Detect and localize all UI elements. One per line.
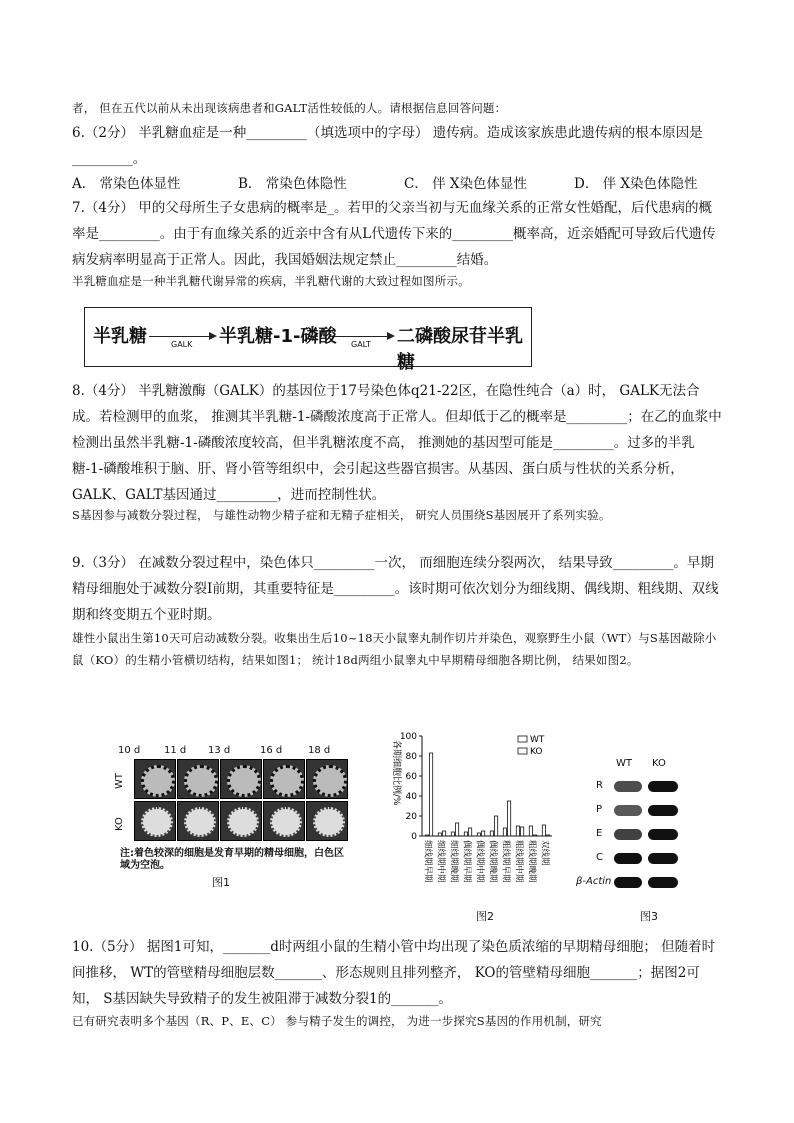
- blot-label-p: P: [596, 804, 603, 815]
- band-p-wt: [614, 805, 642, 816]
- micrograph-ko-10d: [134, 801, 176, 841]
- pathway-enzyme-2: GALT: [351, 340, 371, 349]
- pathway-step-2: 半乳糖-1-磷酸: [219, 326, 337, 347]
- bar-wt-6: [503, 828, 506, 836]
- x-tick-label: 细线期晚期: [448, 840, 459, 883]
- galactose-pathway-diagram: [84, 307, 532, 373]
- bar-ko-5: [495, 816, 498, 836]
- question-10: 10.（5分） 据图1可知，_______d时两组小鼠的生精小管中均出现了染色质浓缩的早期精母细胞； 但随着时间推移， WT的管壁精母细胞层数_______、形态规则且排列整齐， KO的管壁精母细胞_______；据图2可知， S基因缺失导致精子的发生被阻滞于减数分裂1的_______。: [72, 939, 716, 1007]
- bar-ko-8: [534, 835, 537, 836]
- micrograph-grid: [134, 759, 348, 844]
- legend-swatch-ko: [518, 748, 527, 754]
- question-9: 9.（3分） 在减数分裂过程中，染色体只_________一次， 而细胞连续分裂两次， 结果导致_________。早期精母细胞处于减数分裂I前期，其重要特征是_________。该时期可依次划分为细线期、偶线期、粗线期、双线期和终变期五个亚时期。: [72, 555, 719, 623]
- day-label-13: 13 d: [208, 745, 231, 756]
- figure-1-caption: 图1: [212, 876, 230, 889]
- micrograph-wt-13d: [220, 759, 262, 799]
- row-label-ko: KO: [114, 817, 125, 831]
- legend-label-wt: WT: [530, 735, 545, 745]
- bar-ko-4: [482, 831, 485, 836]
- intro-text-continuation: 者， 但在五代以前从未出现该病患者和GALT活性较低的人。请根据信息回答问题：: [72, 101, 507, 115]
- blot-col-ko: KO: [652, 758, 666, 769]
- day-label-18: 18 d: [308, 745, 331, 756]
- pathway-enzyme-1: GALK: [171, 340, 193, 349]
- bar-wt-4: [477, 833, 480, 836]
- bar-wt-8: [529, 826, 532, 836]
- micrograph-ko-16d: [263, 801, 305, 841]
- bar-ko-3: [469, 828, 472, 836]
- bar-wt-5: [490, 831, 493, 836]
- x-tick-label: 粗线期中期: [513, 840, 524, 883]
- bar-ko-2: [456, 823, 459, 836]
- micrograph-wt-10d: [134, 759, 176, 799]
- blot-label-e: E: [596, 828, 603, 839]
- x-tick-label: 细线期早期: [422, 840, 433, 883]
- figure-3-caption: 图3: [640, 910, 658, 923]
- blot-row-p: [612, 804, 678, 818]
- blot-label-c: C: [596, 852, 603, 863]
- bar-wt-2: [451, 832, 454, 836]
- band-e-wt: [614, 829, 642, 840]
- blot-col-wt: WT: [616, 758, 632, 769]
- question-6-options: [72, 172, 722, 192]
- x-tick-label: 双线期: [539, 840, 550, 866]
- pathway-step-1: 半乳糖: [93, 326, 147, 347]
- mouse-experiment-intro: 雄性小鼠出生第10天可启动减数分裂。收集出生后10~18天小鼠睾丸制作切片并染色，观察野生小鼠（WT）与S基因敲除小鼠（KO）的生精小管横切结构，结果如图1； 统计18d两组小鼠睾丸中早期精母细胞各期比例， 结果如图2。: [72, 631, 717, 667]
- band-p-ko: [648, 805, 678, 816]
- y-tick-label: 60: [405, 772, 417, 782]
- legend-swatch-wt: [518, 736, 527, 742]
- x-tick-label: 细线期中期: [435, 840, 446, 883]
- micrograph-wt-16d: [263, 759, 305, 799]
- bar-ko-6: [508, 801, 511, 836]
- x-tick-label: 粗线期晚期: [526, 840, 537, 883]
- blot-label-r: R: [596, 780, 603, 791]
- option-a: A． 常染色体显性: [72, 176, 181, 192]
- micrograph-ko-11d: [177, 801, 219, 841]
- bar-ko-9: [547, 835, 550, 836]
- bar-wt-7: [516, 826, 519, 836]
- blot-label-actin: β-Actin: [576, 876, 612, 887]
- x-tick-label: 偶线期晚期: [487, 840, 498, 883]
- y-tick-label: 20: [405, 812, 417, 822]
- figure-2-bar-chart: [378, 728, 578, 918]
- blot-row-actin: [612, 876, 678, 890]
- figure-3-western-blot: [576, 758, 686, 923]
- legend-label-ko: KO: [530, 747, 543, 757]
- bar-ko-7: [521, 827, 524, 836]
- figure-2-caption: 图2: [476, 910, 494, 923]
- micrograph-ko-18d: [306, 801, 348, 841]
- genes-intro: 已有研究表明多个基因（R、P、E、C） 参与精子发生的调控， 为进一步探究S基因的作用机制，研究: [72, 1014, 602, 1028]
- band-c-wt: [614, 853, 642, 864]
- band-actin-wt: [614, 877, 642, 888]
- option-c: C． 伴 X染色体显性: [404, 176, 528, 192]
- blot-row-e: [612, 828, 678, 842]
- question-6: 6.（2分） 半乳糖血症是一种_________（填选项中的字母） 遗传病。造成该家族患此遗传病的根本原因是_________。: [72, 125, 703, 167]
- pathway-arrow-1: [149, 336, 215, 337]
- bar-wt-3: [464, 832, 467, 836]
- y-tick-label: 80: [405, 752, 417, 762]
- bar-wt-0: [425, 835, 428, 836]
- day-label-16: 16 d: [260, 745, 283, 756]
- row-label-wt: WT: [114, 773, 125, 789]
- blot-row-c: [612, 852, 678, 866]
- figure-1-note: 注:着色较深的细胞是发育早期的精母细胞，白色区域为空泡。: [120, 848, 344, 871]
- y-tick-label: 100: [399, 732, 417, 742]
- bar-wt-9: [542, 825, 545, 836]
- y-tick-label: 40: [405, 792, 417, 802]
- y-axis-label: 各期细胞比例/%: [391, 740, 401, 806]
- day-label-11: 11 d: [164, 745, 187, 756]
- micrograph-ko-13d: [220, 801, 262, 841]
- blot-row-r: [612, 780, 678, 794]
- bar-wt-1: [438, 833, 441, 836]
- day-label-10: 10 d: [118, 745, 141, 756]
- x-tick-label: 偶线期早期: [461, 840, 472, 883]
- galactosemia-intro: 半乳糖血症是一种半乳糖代谢异常的疾病，半乳糖代谢的大致过程如图所示。: [72, 274, 470, 288]
- bar-ko-0: [430, 753, 433, 836]
- band-c-ko: [648, 853, 678, 864]
- s-gene-intro: S基因参与减数分裂过程， 与雄性动物少精子症和无精子症相关， 研究人员围绕S基因展开了系列实验。: [72, 508, 611, 522]
- x-tick-label: 偶线期中期: [474, 840, 485, 883]
- option-b: B． 常染色体隐性: [238, 176, 347, 192]
- band-r-wt: [614, 781, 642, 792]
- pathway-step-3: 二磷酸尿苷半乳糖: [397, 326, 523, 373]
- option-d: D． 伴 X染色体隐性: [574, 176, 698, 192]
- y-tick-label: 0: [411, 832, 417, 842]
- pathway-arrow-2: [329, 336, 393, 337]
- bar-ko-1: [443, 831, 446, 836]
- band-e-ko: [648, 829, 678, 840]
- micrograph-wt-18d: [306, 759, 348, 799]
- x-tick-label: 粗线期早期: [500, 840, 511, 883]
- figure-1-micrographs: [112, 745, 350, 865]
- question-7: 7.（4分） 甲的父母所生子女患病的概率是_。若甲的父亲当初与无血缘关系的正常女性婚配，后代患病的概率是_________。由于有血缘关系的近亲中含有从L代遗传下来的_________概率高，近亲婚配可导致后代遗传病发病率明显高于正常人。因此，我国婚姻法规定禁止_________结婚。: [72, 200, 716, 268]
- question-8: 8.（4分） 半乳糖激酶（GALK）的基因位于17号染色体q21-22区，在隐性纯合（a）时， GALK无法合成。若检测甲的血浆， 推测其半乳糖-1-磷酸浓度高于正常人。但却低于乙的概率是_________；在乙的血浆中检测出虽然半乳糖-1-磷酸浓度较高，但半乳糖浓度不高， 推测她的基因型可能是_________。过多的半乳糖-1-磷酸堆积于脑、肝、肾小管等组织中，会引起这些器官损害。从基因、蛋白质与性状的关系分析，GALK、GALT基因通过_________，进而控制性状。: [72, 383, 722, 503]
- micrograph-wt-11d: [177, 759, 219, 799]
- band-actin-ko: [648, 877, 678, 888]
- band-r-ko: [648, 781, 678, 792]
